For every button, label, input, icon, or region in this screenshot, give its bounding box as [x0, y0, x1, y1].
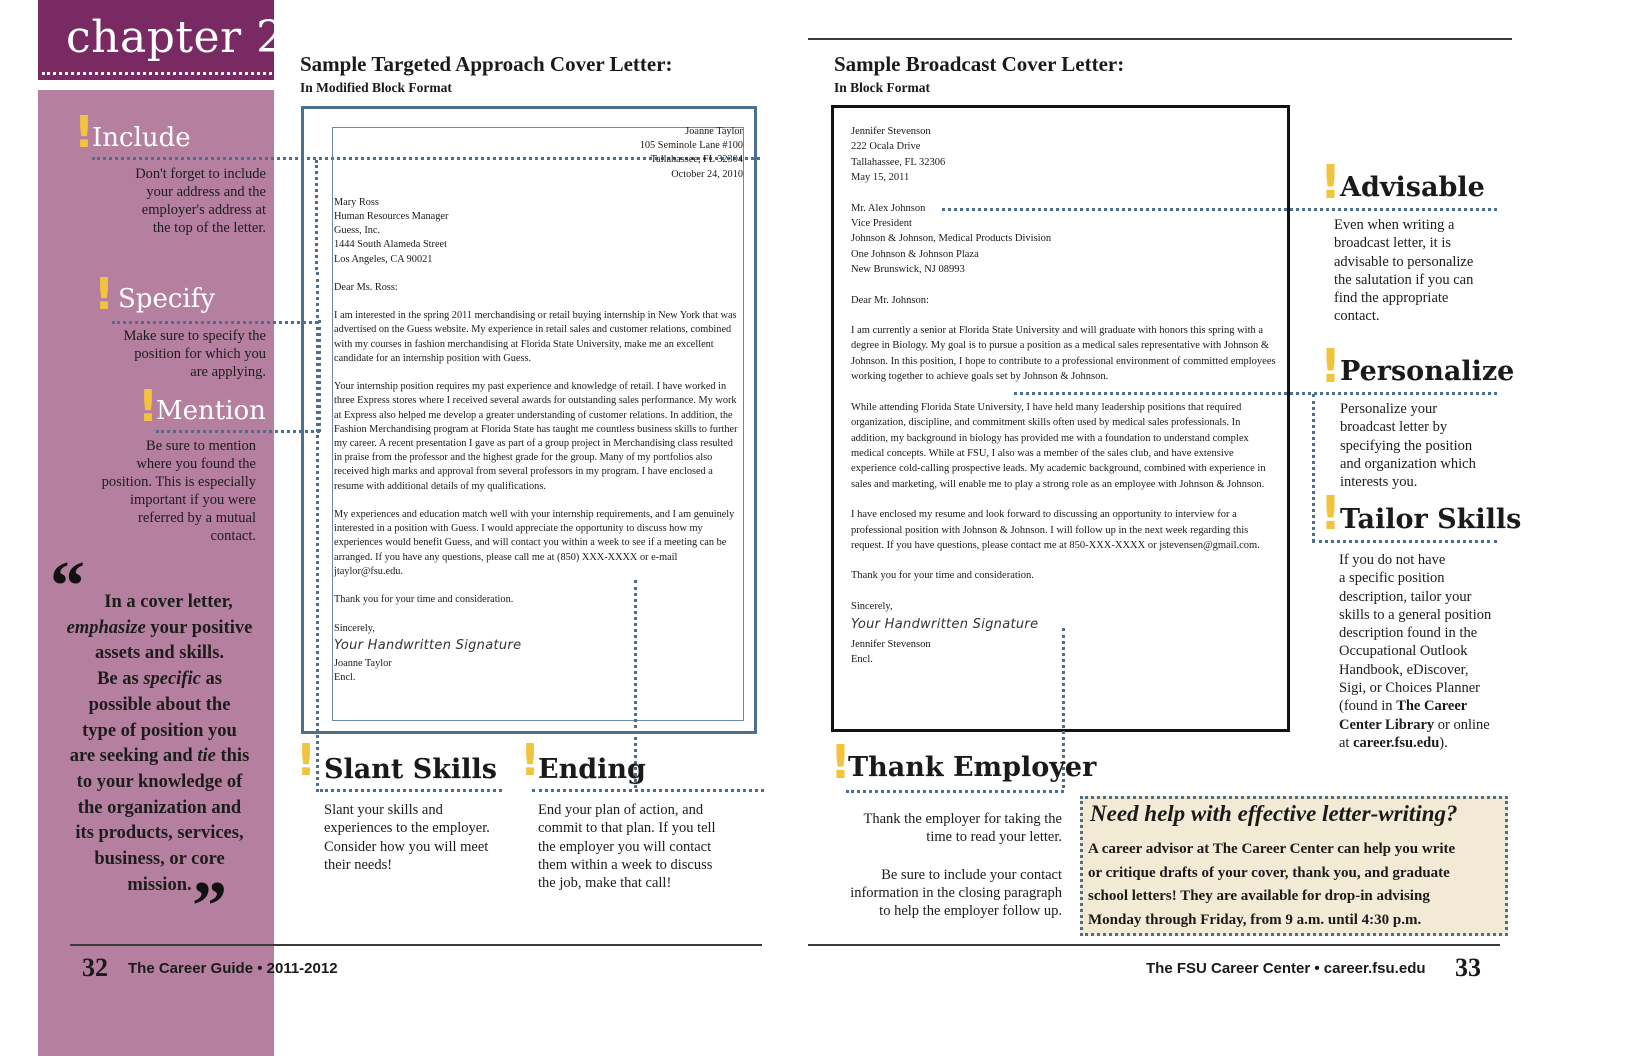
open-quote-icon: “	[50, 548, 85, 625]
exclamation-icon: !	[830, 735, 851, 789]
tip-mention-heading: Mention	[156, 396, 266, 426]
help-callout-title: Need help with effective letter-writing?	[1090, 801, 1458, 826]
signature: Your Handwritten Signature	[334, 637, 522, 653]
paragraph: While attending Florida State University, I have held many leadership positions that required organization, discipline, and commitment skills often used by medical sales professionals. In addition, my background in biology has provided me with a foundation to understand complex medical concepts. While at FSU, I also was a member of the sales club, and have extensive experience cold-calling prospective leads. My academic background, combined with experience in sales and marketing, will enable me to play a strong role as an employee with Johnson & Johnson.	[851, 401, 1266, 490]
connector-advisable	[942, 208, 1497, 211]
tip-include-text: Don't forget to include your address and the employer's address at the top of the letter.	[135, 166, 266, 236]
broadcast-letter-body	[851, 124, 1276, 667]
enclosure: Encl.	[334, 672, 356, 684]
tip-slant-text: Slant your skills and experiences to the employer. Consider how you will meet their needs!	[324, 802, 490, 873]
exclamation-icon: !	[74, 107, 95, 158]
exclamation-icon: !	[296, 735, 317, 786]
exclamation-icon: !	[1320, 339, 1341, 393]
targeted-letter-title: Sample Targeted Approach Cover Letter:	[300, 52, 673, 76]
exclamation-icon: !	[1320, 155, 1341, 209]
exclamation-icon: !	[1320, 486, 1341, 540]
tip-slant-heading: Slant Skills	[324, 754, 497, 785]
paragraph: Thank you for your time and consideration.	[334, 594, 514, 606]
sender-address: Joanne Taylor 105 Seminole Lane #100 Tallahassee, FL 32304 October 24, 2010	[639, 126, 743, 180]
tip-specify-heading: Specify	[118, 284, 216, 314]
connector-slant-vertical	[316, 272, 319, 792]
paragraph: Your internship position requires my past experience and knowledge of retail. I have worked in three Express stores where I received several awards for outstanding sales performance. My work at Express also helped me develop a greater understanding of customer relations. In addition, the Fashion Merchandising program at Florida State has taught me countless business skills to further my career. A recent presentation I gave as part of a group project in Merchandising class resulted in praise from the professor and the highest grade for the group. Many of my portfolios also received high marks and approval from several professors in my program. I have enclosed a resume with additional details of my qualifications.	[334, 381, 738, 492]
footer-left-text: The Career Guide • 2011-2012	[128, 960, 338, 977]
tip-advisable-text: Even when writing a broadcast letter, it is advisable to personalize the salutation if you can find the appropriate contact.	[1334, 217, 1474, 325]
signer-name: Joanne Taylor	[334, 658, 392, 670]
signer-name: Jennifer Stevenson	[851, 638, 931, 650]
connector-mention	[156, 430, 320, 433]
footer-rule-left	[70, 944, 762, 946]
chapter-divider	[42, 72, 272, 75]
tip-thank-heading: Thank Employer	[848, 752, 1097, 783]
tip-specify-text: Make sure to specify the position for which you are applying.	[123, 328, 266, 380]
tip-ending-text: End your plan of action, and commit to that plan. If you tell the employer you will contact them within a week to discuss the job, make that call!	[538, 802, 716, 892]
connector-ending	[532, 789, 764, 792]
salutation: Dear Ms. Ross:	[334, 281, 398, 293]
tip-tailor-heading: Tailor Skills	[1340, 504, 1522, 535]
connector-tailor	[1312, 540, 1497, 543]
tip-ending-heading: Ending	[538, 754, 646, 785]
paragraph: I am currently a senior at Florida State University and will graduate with honors this spring with a degree in Biology. My goal is to pursue a position as a medical sales representative with Johnson & Johnson. In this position, I hope to contribute to a professional environment of committed employees working together to achieve goals set by Johnson & Johnson.	[851, 325, 1276, 383]
page-number-right: 33	[1455, 953, 1481, 982]
connector-tailor-vertical	[1312, 394, 1315, 542]
exclamation-icon: !	[138, 381, 159, 432]
tip-personalize-text: Personalize your broadcast letter by specifying the position and organization which interests you.	[1340, 401, 1476, 491]
paragraph: Thank you for your time and consideration.	[851, 570, 1034, 582]
pull-quote: In a cover letter, emphasize your positive assets and skills. Be as specific as possible about the type of position you are seeking and tie this to your knowledge of the organization and its products, services, business, or core mission.	[66, 592, 253, 895]
close-quote-icon: ”	[192, 868, 227, 945]
broadcast-letter-subtitle: In Block Format	[834, 80, 930, 95]
connector-personalize	[1014, 392, 1497, 395]
paragraph: My experiences and education match well with your internship requirements, and I am genuinely interested in a position with Guess. I would appreciate the opportunity to discuss how my experiences would benefit Guess, and will contact you within a week to see if a meeting can be arranged. If you have any questions, please call me at (850) XXX-XXXX or e-mail jtaylor@fsu.edu.	[334, 509, 735, 577]
tip-personalize-heading: Personalize	[1340, 356, 1515, 387]
tip-tailor-text: If you do not have a specific position description, tailor your skills to a general position description found in the Occupational Outlook Handbook, eDiscover, Sigi, or Choices Planner (found in The Career Center Library or online at career.fsu.edu).	[1339, 552, 1492, 751]
sender-address: Jennifer Stevenson 222 Ocala Drive Tallahassee, FL 32306 May 15, 2011	[851, 126, 946, 184]
recipient-address: Mr. Alex Johnson Vice President Johnson & Johnson, Medical Products Division One Johnson & Johnson Plaza New Brunswick, NJ 08993	[851, 202, 1052, 276]
career-link[interactable]: career.fsu.edu	[1353, 734, 1440, 751]
header-rule-right	[808, 38, 1512, 40]
tip-mention-text: Be sure to mention where you found the position. This is especially important if you were referred by a mutual contact.	[101, 438, 256, 544]
connector-slant	[320, 789, 502, 792]
tip-advisable-heading: Advisable	[1340, 172, 1485, 203]
recipient-address: Mary Ross Human Resources Manager Guess, Inc. 1444 South Alameda Street Los Angeles, CA 90021	[334, 196, 449, 265]
enclosure: Encl.	[851, 653, 873, 665]
chapter-title: chapter 2	[66, 12, 285, 63]
paragraph: I have enclosed my resume and look forward to discussing an opportunity to interview for a professional position with Johnson & Johnson. I will follow up in the next week regarding this request. If you have questions, please contact me at 850-XXX-XXXX or jstevensen@gmail.com.	[851, 509, 1260, 551]
tip-thank-text: Thank the employer for taking the time to read your letter. Be sure to include your contact information in the closing paragraph to help the employer follow up.	[850, 811, 1062, 920]
exclamation-icon: !	[94, 269, 115, 320]
footer-rule-right	[808, 944, 1500, 946]
exclamation-icon: !	[520, 735, 541, 786]
footer-right-text: The FSU Career Center • career.fsu.edu	[1146, 960, 1426, 977]
salutation: Dear Mr. Johnson:	[851, 294, 929, 306]
closing: Sincerely,	[334, 622, 375, 634]
connector-thank	[846, 790, 1064, 793]
tip-include-heading: Include	[92, 123, 191, 153]
page-number-left: 32	[82, 953, 108, 982]
broadcast-letter-title: Sample Broadcast Cover Letter:	[834, 52, 1125, 76]
targeted-letter-subtitle: In Modified Block Format	[300, 80, 452, 95]
targeted-letter-body	[334, 125, 743, 685]
paragraph: I am interested in the spring 2011 merchandising or retail buying internship in New York that was advertised on the Guess website. My experience in retail sales and customer relations, combined with my courses in fashion merchandising at Florida State University, make me an excellent candidate for an internship position with Guess.	[334, 310, 737, 364]
closing: Sincerely,	[851, 600, 893, 612]
help-callout-text: A career advisor at The Career Center can help you write or critique drafts of your cover, thank you, and graduate school letters! They are available for drop-in advising Monday through Friday, from 9 a.m. until 4:30 p.m.	[1088, 841, 1456, 928]
connector-specify	[112, 321, 318, 324]
signature: Your Handwritten Signature	[851, 617, 1039, 633]
